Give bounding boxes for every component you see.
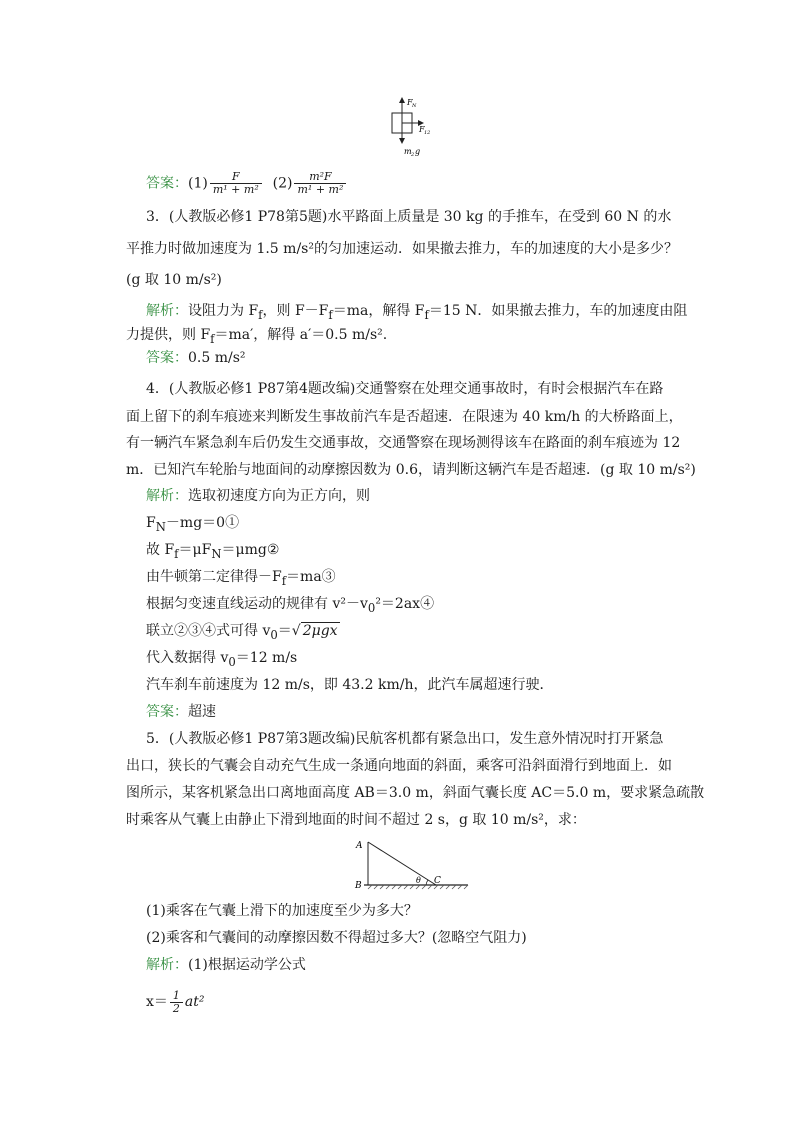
fig-label-f12: F: [419, 125, 425, 134]
q5-solution-1: 解析：(1)根据运动学公式: [146, 957, 306, 973]
fig-label-mg-sub: 2: [411, 152, 415, 158]
q4-eq-3: 由牛顿第二定律得$-F_f=ma③$: [146, 569, 336, 588]
q4-eq-1: $F_N-mg=0①$: [146, 515, 240, 534]
fig-label-a: A: [356, 841, 363, 851]
q5-line-4: 时乘客从气囊上由静止下滑到地面的时间不超过 2 s，g 取 10 m/s²，求：: [126, 812, 586, 828]
slope-diagram: [350, 837, 474, 893]
fig-label-f12-sub: 12: [424, 130, 431, 136]
fig-label-b: B: [355, 881, 362, 891]
force-diagram: [386, 96, 446, 158]
q5-formula: x＝ $\frac{1}{2}$ at²: [146, 988, 205, 1015]
fig-label-fn: F: [407, 98, 413, 107]
q4-line-3: 有一辆汽车紧急刹车后仍发生交通事故，交通警察在现场测得该车在路面的刹车痕迹为 12: [126, 435, 681, 451]
q4-eq-4: 根据匀变速直线运动的规律有 $v^2-v_0^2=2ax④$: [146, 596, 435, 615]
fig-label-fn-sub: N: [412, 103, 417, 109]
answer-tag: 答案：: [146, 175, 188, 192]
q4-line-1: 4．(人教版必修1 P87第4题改编)交通警察在处理交通事故时，有时会根据汽车在路: [146, 381, 664, 397]
q3-solution-1: 解析：设阻力为 $F_f$，则 $F-F_f=ma$，解得 $F_f=15$ N．如果撤去推力，车的加速度由阻: [146, 303, 688, 322]
fig-label-mg: m: [404, 147, 412, 156]
q4-eq-6: 代入数据得 $v_0=12$ m/s: [146, 650, 298, 669]
q5-line-1: 5．(人教版必修1 P87第3题改编)民航客机都有紧急出口，发生意外情况时打开紧急: [146, 731, 664, 747]
q5-line-3: 图所示，某客机紧急出口离地面高度 AB＝3.0 m，斜面气囊长度 AC＝5.0 m，要求紧急疏散: [126, 785, 705, 801]
q4-eq-2: 故 $F_f=\mu F_N=\mu mg②$: [146, 542, 280, 561]
q4-line-4: m．已知汽车轮胎与地面间的动摩擦因数为 0.6，请判断这辆汽车是否超速．(g 取 10 m/s²): [126, 462, 696, 478]
q3-line-1: 3．(人教版必修1 P78第5题)水平路面上质量是 30 kg 的手推车，在受到 60 N 的水: [146, 209, 672, 225]
q5-subq-2: (2)乘客和气囊间的动摩擦因数不得超过多大？(忽略空气阻力): [146, 930, 527, 946]
q4-eq-7: 汽车刹车前速度为 12 m/s，即 43.2 km/h，此汽车属超速行驶．: [146, 677, 554, 693]
q5-line-2: 出口，狭长的气囊会自动充气生成一条通向地面的斜面，乘客可沿斜面滑行到地面上．如: [126, 758, 672, 774]
q3-line-3: (g 取 10 m/s²): [126, 272, 222, 288]
q5-subq-1: (1)乘客在气囊上滑下的加速度至少为多大？: [146, 903, 418, 919]
fig-label-mg-g: g: [415, 147, 421, 156]
q4-solution-intro: 解析：选取初速度方向为正方向，则: [146, 488, 370, 504]
fig-label-theta: θ: [416, 876, 421, 885]
q3-answer: 答案：0.5 m/s²: [146, 350, 246, 366]
fraction-1: $\frac{F}{\text{m¹ + m²}}$: [210, 171, 262, 196]
q3-line-2: 平推力时做加速度为 1.5 m/s²的匀加速运动．如果撤去推力，车的加速度的大小是多少？: [126, 241, 678, 257]
fig-label-c: C: [434, 876, 441, 886]
q2-answer: 答案：(1) $\frac{F}{\text{m¹ + m²}}$ (2) $\frac{\text{m²F}}{\text{m¹ + m²}}$: [146, 171, 348, 196]
q3-solution-2: 力提供，则 $F_f=ma'$，解得 a′＝0.5 m/s².: [126, 327, 388, 346]
fraction-2: $\frac{\text{m²F}}{\text{m¹ + m²}}$: [294, 171, 346, 196]
q4-line-2: 面上留下的刹车痕迹来判断发生事故前汽车是否超速．在限速为 40 km/h 的大桥路面上，: [126, 409, 683, 425]
q4-answer: 答案：超速: [146, 704, 216, 720]
q4-eq-5: 联立②③④式可得 $v_0=√$ 2μgx: [146, 623, 338, 642]
